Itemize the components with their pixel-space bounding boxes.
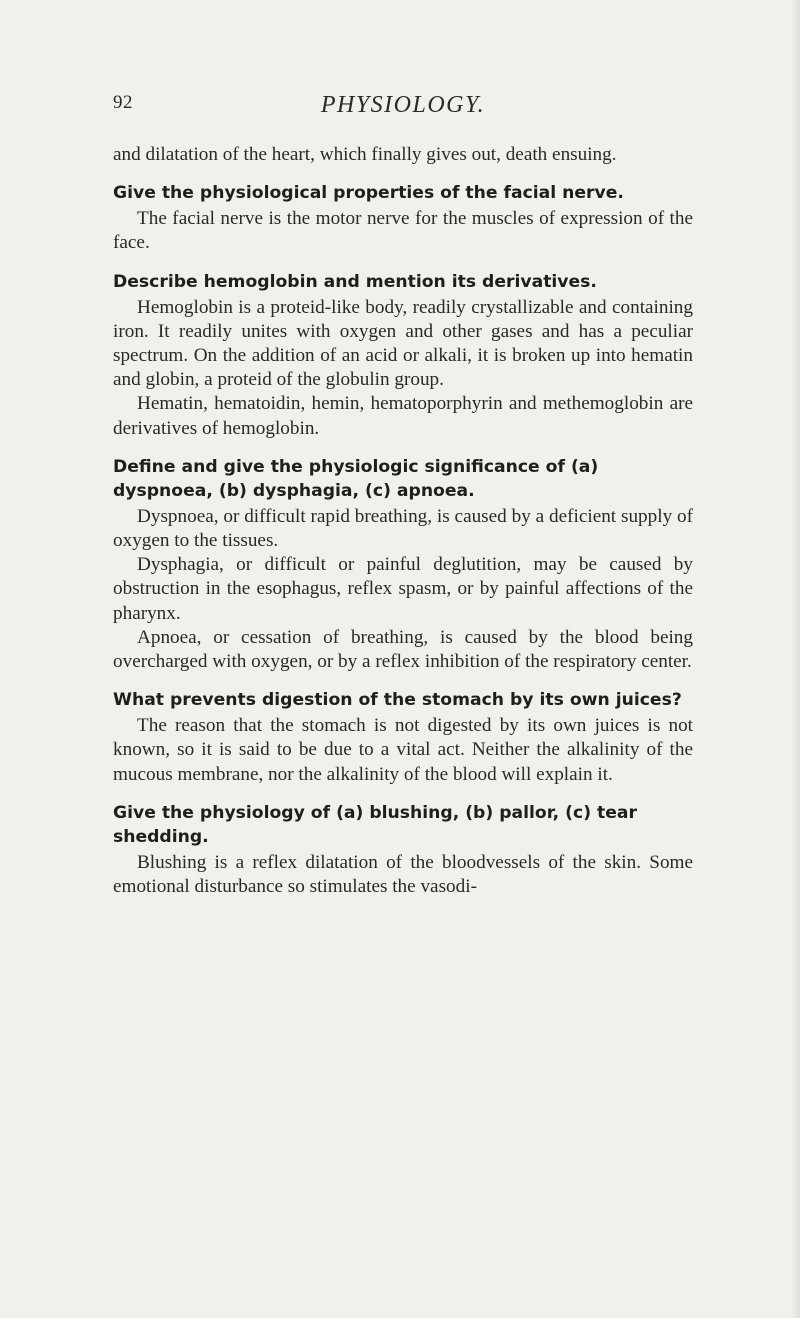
answer-paragraph: The facial nerve is the motor nerve for the muscles of expression of the face. xyxy=(113,208,693,254)
page-body xyxy=(113,143,693,899)
qa-section-hemoglobin xyxy=(113,270,693,441)
running-head xyxy=(113,92,693,124)
qa-section-stomach-digestion xyxy=(113,688,693,787)
question-heading: Define and give the physiologic significance of (a) dyspnoea, (b) dysphagia, (c) apnoea. xyxy=(113,456,599,501)
answer-paragraph: The reason that the stomach is not digested by its own juices is not known, so it is said to be due to a vital act. Neither the alkalinity of the mucous membrane, nor the alkalinity of the blood will explain it. xyxy=(113,715,693,785)
qa-section-blushing xyxy=(113,801,693,899)
page-edge-shadow xyxy=(790,0,800,1318)
qa-section-facial-nerve xyxy=(113,181,693,255)
continued-paragraph: and dilatation of the heart, which finally gives out, death ensuing. xyxy=(113,144,617,165)
answer-paragraph: Hematin, hematoidin, hemin, hematoporphyrin and methemoglobin are derivatives of hemoglobin. xyxy=(113,393,693,439)
answer-paragraph: Apnoea, or cessation of breathing, is caused by the blood being overcharged with oxygen, or by a reflex inhibition of the respiratory center. xyxy=(113,626,693,673)
page-number: 92 xyxy=(113,92,133,113)
question-heading: Describe hemoglobin and mention its derivatives. xyxy=(113,271,597,292)
question-heading: Give the physiology of (a) blushing, (b) pallor, (c) tear shedding. xyxy=(113,802,637,847)
question-heading: What prevents digestion of the stomach by its own juices? xyxy=(113,690,682,711)
qa-section-dyspnoea xyxy=(113,455,693,674)
answer-paragraph: Hemoglobin is a proteid-like body, readily crystallizable and containing iron. It readily unites with oxygen and other gases and has a peculiar spectrum. On the addition of an acid or alkali, it is broken up into hematin and globin, a proteid of the globulin group. xyxy=(113,296,693,391)
question-heading: Give the physiological properties of the facial nerve. xyxy=(113,183,624,204)
answer-paragraph: Dyspnoea, or difficult rapid breathing, is caused by a deficient supply of oxygen to the tissues. xyxy=(113,505,693,552)
answer-paragraph: Dysphagia, or difficult or painful deglutition, may be caused by obstruction in the esophagus, reflex spasm, or by painful affections of the pharynx. xyxy=(113,554,693,624)
answer-paragraph: Blushing is a reflex dilatation of the bloodvessels of the skin. Some emotional disturbance so stimulates the vasodi- xyxy=(113,851,693,898)
running-title: PHYSIOLOGY. xyxy=(320,92,486,118)
